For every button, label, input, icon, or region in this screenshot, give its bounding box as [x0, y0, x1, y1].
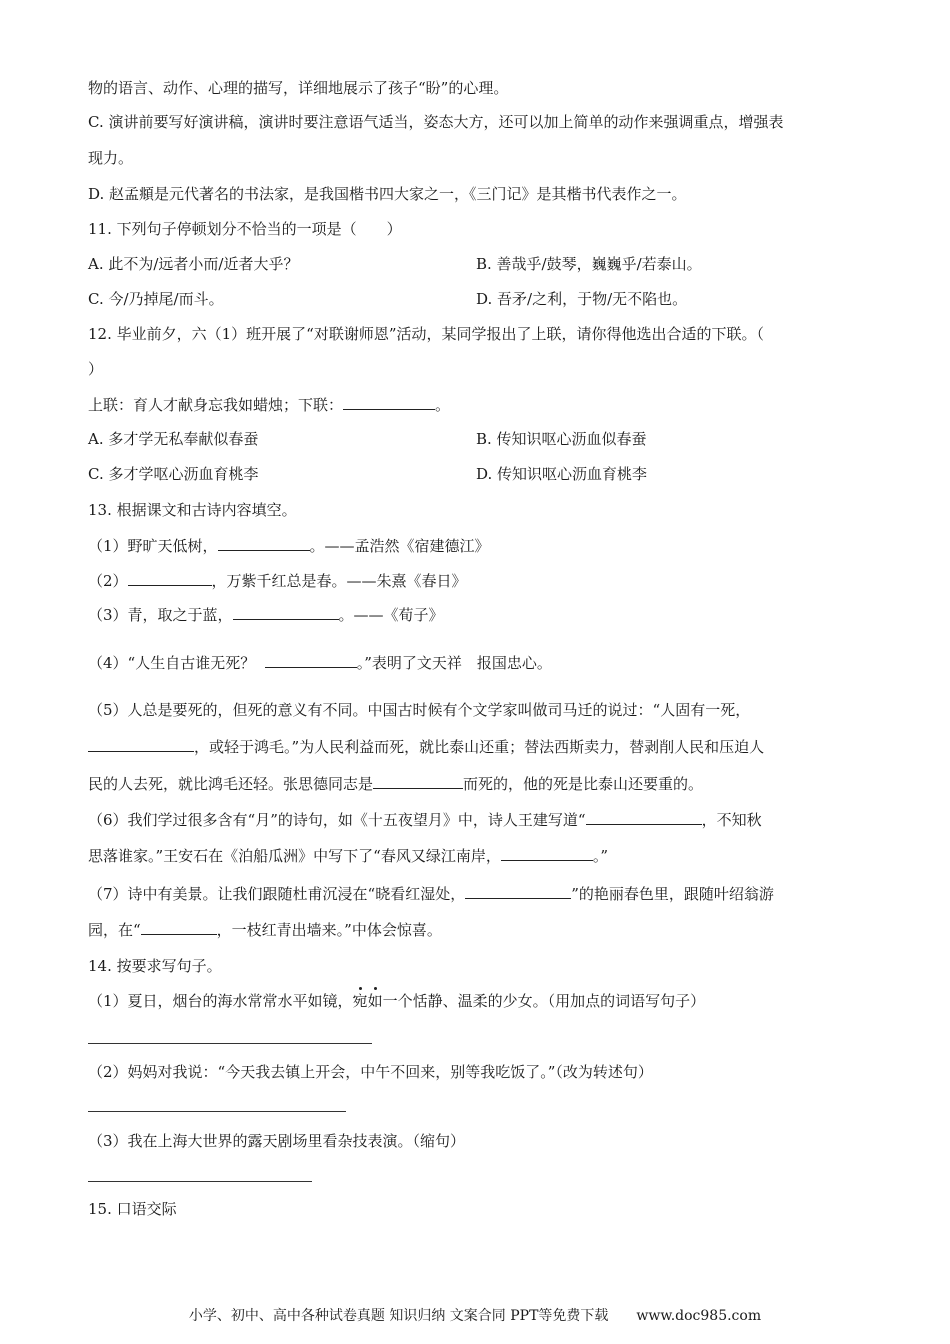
q11-option-b: B. 善哉乎/鼓琴，巍巍乎/若泰山。	[476, 255, 702, 273]
q13-part-7	[88, 884, 774, 904]
q14-sentence-3: （3）我在上海大世界的露天剧场里看杂技表演。（缩句）	[88, 1132, 466, 1150]
q13-p1-source: 。——孟浩然《宿建德江》	[309, 537, 490, 555]
q13-p4-text-2: 。”表明了文天祥 报国忠心。	[356, 654, 552, 672]
q13-p1-text: （1）野旷天低树，	[88, 537, 218, 555]
page-footer: 小学、初中、高中各种试卷真题 知识归纳 文案合同 PPT等免费下载 www.doc985.com	[188, 1308, 762, 1324]
q13-p7-text-2: ”的艳丽春色里，跟随叶绍翁游	[571, 885, 774, 903]
q13-part-5-cont	[88, 737, 764, 757]
q13-p6-text-2: ，不知秋	[701, 811, 762, 829]
q13-part-2	[88, 571, 467, 591]
question-12-stem: 12. 毕业前夕，六（1）班开展了“对联谢师恩”活动，某同学报出了上联，请你得他选出合适的下联。（	[88, 325, 765, 343]
answer-blank[interactable]	[88, 737, 194, 752]
q12-option-a: A. 多才学无私奉献似春蚕	[88, 430, 259, 448]
answer-blank[interactable]	[218, 536, 310, 551]
answer-blank[interactable]	[465, 884, 571, 899]
q13-part-6	[88, 810, 762, 830]
q13-part-3	[88, 605, 444, 625]
q13-p3-text: （3）青，取之于蓝，	[88, 606, 233, 624]
q12-option-d: D. 传知识呕心沥血育桃李	[476, 465, 648, 483]
couplet-line	[88, 395, 450, 415]
q13-p7-text: （7）诗中有美景。让我们跟随杜甫沉浸在“晓看红湿处，	[88, 885, 466, 903]
text-line: 现力。	[88, 149, 134, 167]
answer-line[interactable]	[88, 1043, 372, 1044]
q11-option-d: D. 吾矛/之利，于物/无不陷也。	[476, 290, 688, 308]
answer-blank[interactable]	[265, 653, 357, 668]
q13-p2-text: ，万紫千红总是春。——朱熹《春日》	[211, 572, 467, 590]
answer-line[interactable]	[88, 1181, 312, 1182]
answer-blank[interactable]	[343, 395, 435, 410]
answer-blank[interactable]	[128, 571, 212, 586]
q14-sentence-2: （2）妈妈对我说：“今天我去镇上开会，中午不回来，别等我吃饭了。”（改为转述句）	[88, 1063, 653, 1081]
question-12-stem-cont: ）	[88, 360, 104, 378]
q11-option-a: A. 此不为/远者小而/近者大乎？	[88, 255, 299, 273]
q13-p6-text: （6）我们学过很多含有“月”的诗句，如《十五夜望月》中，诗人王建写道“	[88, 811, 586, 829]
q13-p5-text-2: 民的人去死，就比鸿毛还轻。张思德同志是	[88, 775, 374, 793]
q14-s1-text: （1）夏日，烟台的海水常常水平如镜，	[88, 992, 353, 1010]
answer-blank[interactable]	[586, 810, 702, 825]
q13-p6-text-4: 。”	[592, 847, 609, 865]
q13-part-4	[88, 653, 552, 673]
q13-p6-text-3: 思落谁家。”王安石在《泊船瓜洲》中写下了“春风又绿江南岸，	[88, 847, 501, 865]
q13-p5-text-3: 而死的，他的死是比泰山还要重的。	[463, 775, 704, 793]
question-15-stem: 15. 口语交际	[88, 1200, 177, 1218]
question-14-stem: 14. 按要求写句子。	[88, 957, 222, 975]
answer-blank[interactable]	[501, 846, 593, 861]
q14-s1-text-2: 一个恬静、温柔的少女。（用加点的词语写句子）	[382, 992, 706, 1010]
dotted-word-char: 如	[367, 992, 383, 1010]
q13-p4-text: （4）“人生自古谁无死？	[88, 654, 256, 672]
q12-option-b: B. 传知识呕心沥血似春蚕	[476, 430, 647, 448]
answer-blank[interactable]	[233, 605, 339, 620]
q13-part-5-cont2	[88, 774, 703, 794]
q13-part-7-cont	[88, 920, 442, 940]
q14-sentence-1	[88, 991, 705, 1011]
couplet-suffix: 。	[435, 396, 451, 414]
q13-p3-source: 。——《荀子》	[338, 606, 444, 624]
q13-part-6-cont	[88, 846, 608, 866]
text-line: 物的语言、动作、心理的描写，详细地展示了孩子“盼”的心理。	[88, 79, 509, 97]
option-d-10: D. 赵孟頫是元代著名的书法家，是我国楷书四大家之一，《三门记》是其楷书代表作之一。	[88, 185, 687, 203]
q12-option-c: C. 多才学呕心沥血育桃李	[88, 465, 259, 483]
q13-p5-text: ，或轻于鸿毛。”为人民利益而死，就比泰山还重；替法西斯卖力，替剥削人民和压迫人	[194, 738, 765, 756]
couplet-prefix: 上联：育人才献身忘我如蜡烛；下联：	[88, 396, 344, 414]
question-11-stem: 11. 下列句子停顿划分不恰当的一项是（ ）	[88, 220, 402, 238]
q11-option-c: C. 今/乃掉尾/而斗。	[88, 290, 224, 308]
answer-line[interactable]	[88, 1111, 346, 1112]
q13-p7-text-3: 园，在“	[88, 921, 141, 939]
q13-part-1	[88, 536, 490, 556]
answer-blank[interactable]	[141, 920, 217, 935]
q13-part-5: （5）人总是要死的，但死的意义有不同。中国古时候有个文学家叫做司马迁的说过：“人固有一死，	[88, 701, 751, 719]
option-c-10: C. 演讲前要写好演讲稿，演讲时要注意语气适当，姿态大方，还可以加上简单的动作来强调重点，增强表	[88, 113, 784, 131]
answer-blank[interactable]	[373, 774, 463, 789]
question-13-stem: 13. 根据课文和古诗内容填空。	[88, 501, 297, 519]
dotted-word-char: 宛	[352, 992, 368, 1010]
q13-p2-label: （2）	[88, 572, 128, 590]
q13-p7-text-4: ，一枝红青出墙来。”中体会惊喜。	[216, 921, 442, 939]
